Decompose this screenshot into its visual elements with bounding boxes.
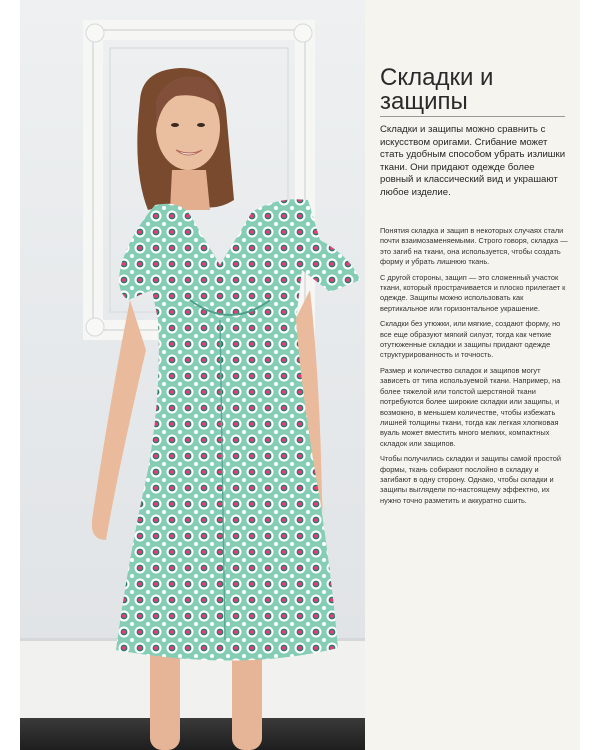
lead-paragraph: Складки и защипы можно сравнить с искусством оригами. Сгибание может стать удобным способом убрать излишки ткани. Они придают одежде более ровный и классический вид и украшают любое изделие. (380, 124, 566, 198)
patterned-dress (116, 199, 360, 660)
body-paragraph: Понятия складка и защип в некоторых случаях стали почти взаимозаменяемыми. Строго говоря, складка — это загиб на ткани, она используется, чтобы создать форму и убрать лишнюю ткань. (380, 226, 568, 267)
body-paragraph: Чтобы получились складки и защипы самой простой формы, ткань собирают послойно в складку и загибают в одну сторону. Однако, чтобы складки и защипы выглядели по-настоящему эффектно, их нужно точно разметить и аккуратно сшить. (380, 454, 561, 505)
page-title: Складки и защипы (380, 64, 494, 115)
photo-illustration (20, 0, 365, 750)
floor (20, 718, 365, 750)
body-paragraph: Складки без утюжки, или мягкие, создают форму, но все еще образуют мягкий силуэт, тогда как четкие отутюженные складки и защипы придают одежде структурированность и точность. (380, 319, 561, 360)
body-text (380, 226, 570, 511)
text-column (365, 0, 580, 750)
photo-model-in-dress (20, 0, 365, 750)
body-paragraph: Размер и количество складок и защипов могут зависеть от типа используемой ткани. Например, на более тяжелой или толстой шерстяной ткани потребуются более широкие складки или защипы, и возможно, в меньшем количестве, чтобы избежать лишней толщины ткани, тогда как легкая хлопковая вуаль может вместить много мелких, компактных складок или защипов. (380, 365, 561, 448)
body-paragraph: С другой стороны, защип — это сложенный участок ткани, который прострачивается и плоско прилегает к одежде. Защипы можно использовать как вертикальное или горизонтальное украшение. (380, 272, 566, 313)
title-divider (380, 116, 565, 117)
